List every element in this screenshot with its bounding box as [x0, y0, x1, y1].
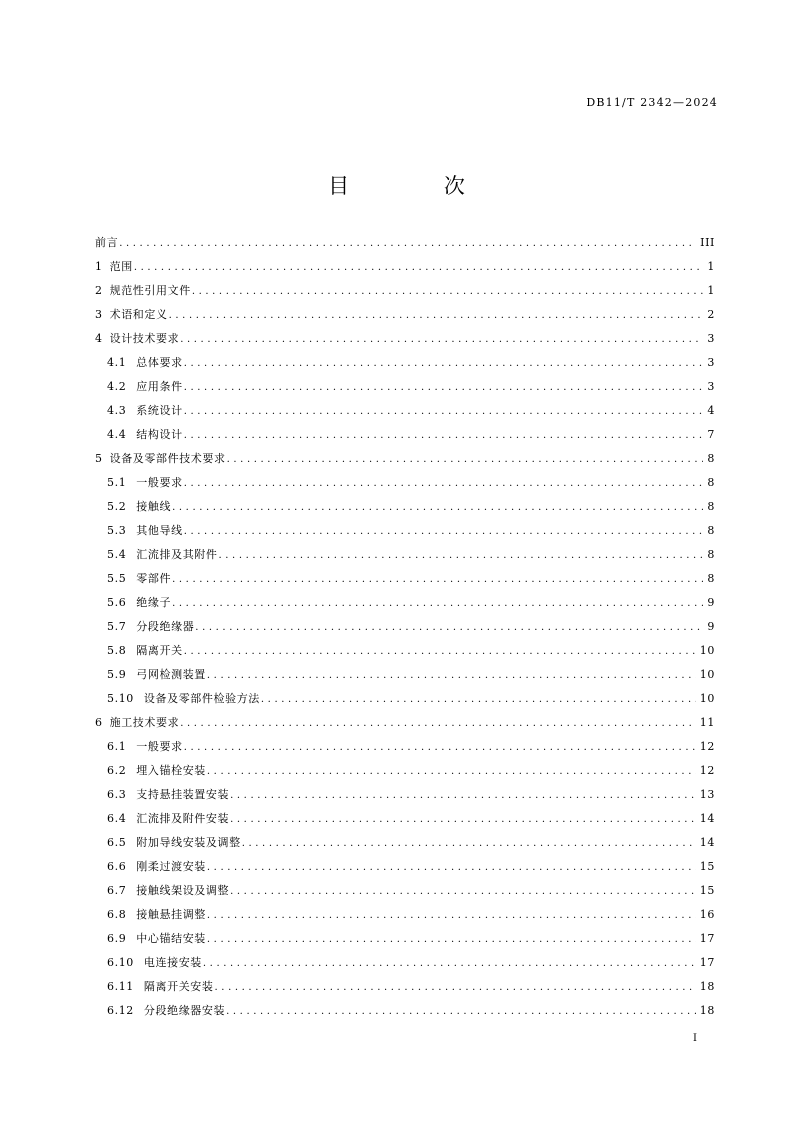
- toc-entry-title: 刚柔过渡安装: [136, 860, 206, 873]
- toc-entry-page: 18: [699, 980, 715, 993]
- toc-dot-leader: [184, 358, 704, 369]
- toc-entry-page: 13: [699, 788, 715, 801]
- toc-entry[interactable]: [95, 690, 715, 714]
- toc-entry-title: 隔离开关: [136, 644, 183, 657]
- toc-entry-title: 一般要求: [136, 740, 183, 753]
- toc-entry-label: [107, 954, 202, 970]
- toc-entry-title: 汇流排及附件安装: [136, 812, 230, 825]
- toc-entry-number: 5.10: [107, 692, 134, 705]
- toc-entry-label: [107, 786, 229, 802]
- toc-entry-page: 8: [707, 476, 715, 489]
- toc-entry-page: 18: [699, 1004, 715, 1017]
- toc-entry[interactable]: [95, 978, 715, 1002]
- toc-entry-number: 5.4: [107, 548, 127, 561]
- toc-entry-label: [107, 570, 171, 586]
- toc-dot-leader: [207, 766, 696, 777]
- toc-entry-number: 4.3: [107, 404, 127, 417]
- toc-entry-title: 系统设计: [136, 404, 183, 417]
- toc-dot-leader: [203, 958, 696, 969]
- toc-entry-title: 范围: [109, 260, 133, 273]
- toc-dot-leader: [242, 838, 696, 849]
- toc-entry-page: 8: [707, 452, 715, 465]
- toc-entry-title: 中心锚结安装: [136, 932, 206, 945]
- toc-entry-page: 8: [707, 548, 715, 561]
- toc-entry-label: [107, 810, 229, 826]
- toc-entry-label: [107, 402, 183, 418]
- toc-entry-page: 1: [707, 260, 715, 273]
- toc-entry-number: 6.2: [107, 764, 127, 777]
- toc-entry-title: 术语和定义: [109, 308, 168, 321]
- toc-entry-label: [107, 690, 260, 706]
- toc-dot-leader: [227, 454, 704, 465]
- toc-dot-leader: [172, 598, 703, 609]
- toc-dot-leader: [184, 478, 704, 489]
- toc-entry[interactable]: [95, 714, 715, 738]
- toc-entry[interactable]: [95, 930, 715, 954]
- toc-entry[interactable]: [95, 378, 715, 402]
- toc-entry-number: 5.6: [107, 596, 127, 609]
- toc-dot-leader: [207, 934, 696, 945]
- toc-entry-label: [107, 354, 183, 370]
- toc-entry-label: [95, 450, 226, 466]
- toc-dot-leader: [184, 526, 704, 537]
- toc-entry-number: 5.8: [107, 644, 127, 657]
- toc-entry-page: 15: [699, 860, 715, 873]
- toc-dot-leader: [195, 622, 703, 633]
- toc-entry[interactable]: [95, 330, 715, 354]
- toc-entry-label: [107, 834, 241, 850]
- toc-entry-number: 6: [95, 716, 103, 729]
- toc-dot-leader: [226, 1006, 696, 1017]
- toc-entry-label: [95, 234, 118, 250]
- toc-dot-leader: [184, 406, 704, 417]
- toc-entry-label: [107, 642, 183, 658]
- toc-entry-label: [107, 618, 194, 634]
- toc-entry-title: 设备及零部件检验方法: [143, 692, 260, 705]
- toc-entry-title: 一般要求: [136, 476, 183, 489]
- toc-entry-number: 6.6: [107, 860, 127, 873]
- document-code: DB11/T 2342—2024: [586, 96, 718, 109]
- toc-entry-page: 3: [707, 356, 715, 369]
- toc-entry-number: 6.3: [107, 788, 127, 801]
- toc-entry[interactable]: [95, 474, 715, 498]
- toc-dot-leader: [207, 910, 696, 921]
- toc-entry-title: 其他导线: [136, 524, 183, 537]
- toc-dot-leader: [261, 694, 696, 705]
- toc-entry-page: 3: [707, 380, 715, 393]
- table-of-contents: [95, 234, 715, 1026]
- toc-entry-title: 零部件: [136, 572, 172, 585]
- toc-entry-number: 6.10: [107, 956, 134, 969]
- toc-entry-number: 4: [95, 332, 103, 345]
- toc-entry-title: 前言: [95, 236, 119, 249]
- toc-entry-label: [107, 522, 183, 538]
- toc-entry-page: 10: [699, 692, 715, 705]
- toc-dot-leader: [180, 718, 696, 729]
- toc-entry-label: [107, 546, 218, 562]
- toc-entry-number: 5.5: [107, 572, 127, 585]
- toc-entry[interactable]: [95, 594, 715, 618]
- toc-entry-title: 结构设计: [136, 428, 183, 441]
- toc-dot-leader: [207, 862, 696, 873]
- toc-entry-label: [107, 858, 206, 874]
- toc-entry[interactable]: [95, 522, 715, 546]
- toc-entry-label: [107, 498, 171, 514]
- toc-entry-label: [107, 978, 214, 994]
- toc-entry-number: 5.3: [107, 524, 127, 537]
- toc-entry-title: 绝缘子: [136, 596, 172, 609]
- toc-entry-number: 5.2: [107, 500, 127, 513]
- toc-entry[interactable]: [95, 234, 715, 258]
- toc-entry-number: 6.9: [107, 932, 127, 945]
- toc-entry-number: 3: [95, 308, 103, 321]
- toc-entry-title: 接触悬挂调整: [136, 908, 206, 921]
- toc-entry-page: 17: [699, 956, 715, 969]
- toc-entry-number: 5.9: [107, 668, 127, 681]
- toc-entry-title: 接触线: [136, 500, 172, 513]
- toc-entry-number: 6.11: [107, 980, 134, 993]
- toc-entry-page: 7: [707, 428, 715, 441]
- toc-entry-page: 8: [707, 500, 715, 513]
- toc-entry[interactable]: [95, 762, 715, 786]
- toc-entry-title: 总体要求: [136, 356, 183, 369]
- toc-entry-page: 14: [699, 836, 715, 849]
- toc-entry[interactable]: [95, 786, 715, 810]
- toc-entry-number: 4.4: [107, 428, 127, 441]
- toc-entry-page: 16: [699, 908, 715, 921]
- toc-entry-title: 施工技术要求: [109, 716, 180, 729]
- toc-entry-page: 8: [707, 572, 715, 585]
- toc-entry-title: 隔离开关安装: [143, 980, 214, 993]
- toc-entry-number: 5.1: [107, 476, 127, 489]
- toc-entry-label: [107, 906, 206, 922]
- toc-entry[interactable]: [95, 618, 715, 642]
- toc-entry-label: [107, 474, 183, 490]
- toc-entry-number: 6.12: [107, 1004, 134, 1017]
- toc-entry-number: 1: [95, 260, 103, 273]
- toc-entry[interactable]: [95, 882, 715, 906]
- toc-entry[interactable]: [95, 834, 715, 858]
- toc-entry-title: 设计技术要求: [109, 332, 180, 345]
- toc-entry-number: 4.2: [107, 380, 127, 393]
- toc-dot-leader: [180, 334, 703, 345]
- toc-dot-leader: [192, 286, 704, 297]
- toc-dot-leader: [215, 982, 696, 993]
- toc-entry-title: 弓网检测装置: [136, 668, 206, 681]
- toc-entry-page: 11: [699, 716, 715, 729]
- toc-entry-title: 电连接安装: [143, 956, 202, 969]
- toc-entry-page: 12: [699, 740, 715, 753]
- toc-entry[interactable]: [95, 498, 715, 522]
- toc-dot-leader: [172, 574, 703, 585]
- toc-dot-leader: [134, 262, 704, 273]
- toc-entry-page: 17: [699, 932, 715, 945]
- toc-entry-page: 4: [707, 404, 715, 417]
- toc-entry-number: 2: [95, 284, 103, 297]
- toc-entry[interactable]: [95, 1002, 715, 1026]
- toc-entry-page: III: [700, 236, 715, 249]
- toc-dot-leader: [207, 670, 696, 681]
- toc-entry-title: 分段绝缘器安装: [143, 1004, 226, 1017]
- toc-entry-label: [107, 1002, 225, 1018]
- toc-entry[interactable]: [95, 642, 715, 666]
- toc-entry-page: 12: [699, 764, 715, 777]
- toc-entry-page: 1: [707, 284, 715, 297]
- toc-entry[interactable]: [95, 810, 715, 834]
- page-number: I: [693, 1033, 697, 1044]
- toc-entry[interactable]: [95, 570, 715, 594]
- toc-dot-leader: [119, 238, 696, 249]
- toc-entry-number: 6.7: [107, 884, 127, 897]
- toc-entry-title: 埋入锚栓安装: [136, 764, 206, 777]
- toc-entry[interactable]: [95, 402, 715, 426]
- toc-entry-number: 5: [95, 452, 103, 465]
- toc-entry-title: 分段绝缘器: [136, 620, 195, 633]
- toc-entry[interactable]: [95, 858, 715, 882]
- toc-entry-page: 2: [707, 308, 715, 321]
- toc-entry-label: [95, 258, 133, 274]
- toc-entry-number: 6.4: [107, 812, 127, 825]
- toc-entry-title: 应用条件: [136, 380, 183, 393]
- toc-entry[interactable]: [95, 954, 715, 978]
- toc-entry-number: 6.5: [107, 836, 127, 849]
- toc-entry-number: 4.1: [107, 356, 127, 369]
- toc-entry-label: [95, 714, 179, 730]
- toc-dot-leader: [169, 310, 704, 321]
- toc-entry-label: [107, 930, 206, 946]
- toc-entry-label: [107, 594, 171, 610]
- toc-dot-leader: [184, 382, 704, 393]
- toc-entry-title: 设备及零部件技术要求: [109, 452, 226, 465]
- toc-entry-label: [107, 426, 183, 442]
- toc-entry-label: [107, 738, 183, 754]
- toc-entry-page: 15: [699, 884, 715, 897]
- toc-dot-leader: [172, 502, 703, 513]
- toc-dot-leader: [184, 646, 696, 657]
- toc-entry[interactable]: [95, 354, 715, 378]
- toc-entry[interactable]: [95, 450, 715, 474]
- toc-dot-leader: [184, 430, 704, 441]
- toc-entry[interactable]: [95, 306, 715, 330]
- toc-entry-page: 14: [699, 812, 715, 825]
- toc-entry[interactable]: [95, 666, 715, 690]
- toc-entry-label: [107, 762, 206, 778]
- toc-entry-page: 9: [707, 596, 715, 609]
- toc-dot-leader: [230, 814, 696, 825]
- toc-entry[interactable]: [95, 282, 715, 306]
- toc-entry-page: 9: [707, 620, 715, 633]
- toc-entry[interactable]: [95, 738, 715, 762]
- toc-entry[interactable]: [95, 426, 715, 450]
- toc-entry-title: 汇流排及其附件: [136, 548, 218, 561]
- toc-entry-page: 8: [707, 524, 715, 537]
- toc-entry-label: [95, 306, 168, 322]
- toc-dot-leader: [230, 790, 696, 801]
- toc-entry-page: 10: [699, 668, 715, 681]
- toc-entry-title: 附加导线安装及调整: [136, 836, 241, 849]
- toc-entry-title: 接触线架设及调整: [136, 884, 230, 897]
- toc-entry-label: [95, 282, 191, 298]
- toc-dot-leader: [219, 550, 704, 561]
- toc-entry-page: 3: [707, 332, 715, 345]
- toc-entry[interactable]: [95, 546, 715, 570]
- toc-entry-number: 6.1: [107, 740, 127, 753]
- toc-title: 目 次: [328, 174, 509, 198]
- toc-entry-label: [107, 378, 183, 394]
- toc-entry-label: [107, 882, 229, 898]
- toc-entry-number: 6.8: [107, 908, 127, 921]
- toc-entry-title: 规范性引用文件: [109, 284, 191, 297]
- toc-entry-label: [95, 330, 179, 346]
- toc-entry[interactable]: [95, 906, 715, 930]
- toc-entry-label: [107, 666, 206, 682]
- toc-entry-title: 支持悬挂装置安装: [136, 788, 230, 801]
- toc-dot-leader: [230, 886, 696, 897]
- toc-entry-page: 10: [699, 644, 715, 657]
- toc-dot-leader: [184, 742, 696, 753]
- toc-entry-number: 5.7: [107, 620, 127, 633]
- toc-entry[interactable]: [95, 258, 715, 282]
